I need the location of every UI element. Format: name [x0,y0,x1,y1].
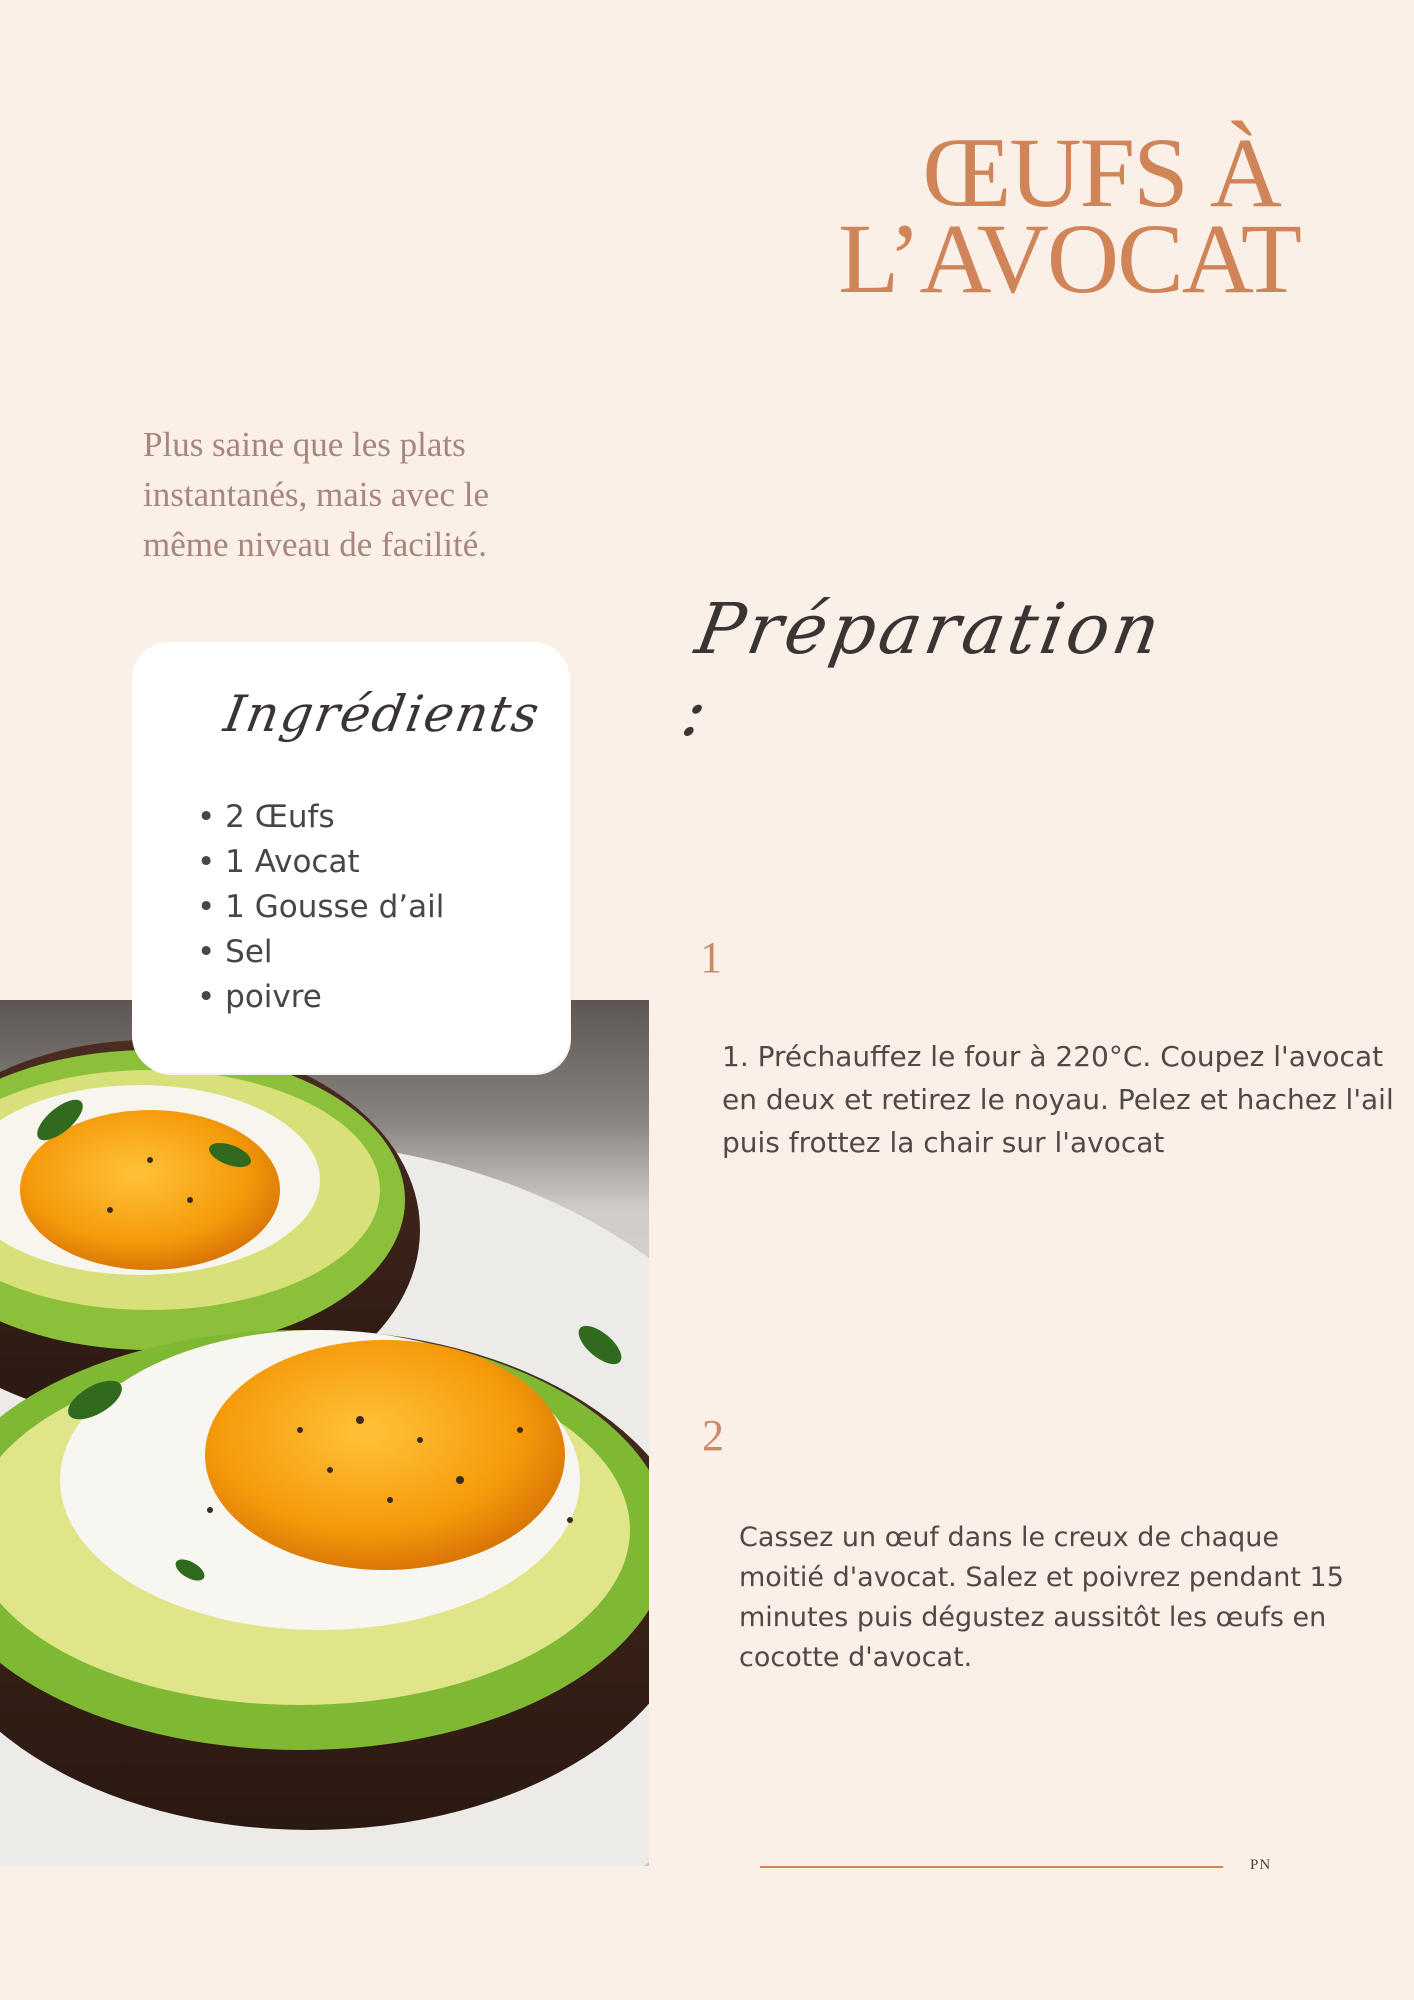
footer-divider [760,1866,1223,1868]
recipe-title [740,117,1300,314]
preparation-heading: Préparation : [675,588,1170,752]
step-1-number: 1 [700,933,722,982]
ingredient-item: • 1 Gousse d’ail [197,885,444,930]
ingredients-card [135,645,567,1070]
recipe-subtitle: Plus saine que les plats instantanés, mais avec le même niveau de facilité. [143,425,489,564]
ingredients-heading: Ingrédients [219,685,546,743]
recipe-title-line2: L’AVOCAT [838,203,1300,314]
ingredient-item: • Sel [197,930,444,975]
avocado-egg-photo [0,1000,649,1866]
ingredient-item: • poivre [197,975,444,1020]
ingredient-item: • 1 Avocat [197,840,444,885]
footer-mark: PN [1250,1857,1272,1873]
step-2-number: 2 [702,1411,724,1460]
step-2-text: Cassez un œuf dans le creux de chaque moitié d'avocat. Salez et poivrez pendant 15 minutes puis dégustez aussitôt les œufs en cocotte d'avocat. [739,1522,1344,1673]
ingredients-list [197,795,444,1020]
step-1-text: 1. Préchauffez le four à 220°C. Coupez l'avocat en deux et retirez le noyau. Pelez et hachez l'ail puis frottez la chair sur l'avocat [722,1040,1394,1159]
recipe-title-line1: ŒUFS À [922,117,1280,228]
ingredient-item: • 2 Œufs [197,795,444,840]
